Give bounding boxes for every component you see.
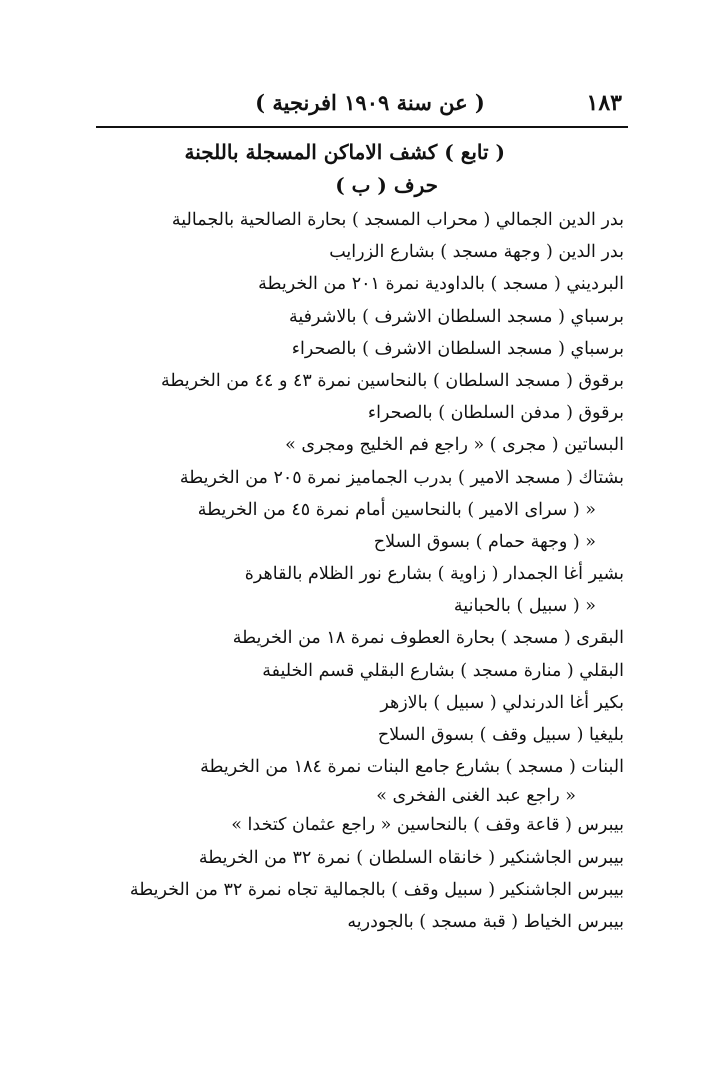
- list-item: برقوق ( مسجد السلطان ) بالنحاسين نمرة ٤٣ و ٤٤ من الخريطة: [160, 370, 624, 391]
- list-item: بيبرس الجاشنكير ( سبيل وقف ) بالجمالية تجاه نمرة ٣٢ من الخريطة: [129, 879, 624, 900]
- list-item: « ( وجهة حمام ) بسوق السلاح: [373, 531, 596, 552]
- list-item: « راجع عبد الغنى الفخرى »: [376, 786, 576, 807]
- page-number: ١٨٣: [586, 90, 622, 116]
- list-item: البساتين ( مجرى ) « راجع فم الخليج ومجرى »: [285, 435, 624, 456]
- list-item: البنات ( مسجد ) بشارع جامع البنات نمرة ١٨٤ من الخريطة: [200, 757, 624, 778]
- list-item: برقوق ( مدفن السلطان ) بالصحراء: [367, 403, 624, 424]
- letter-heading: حرف ( ب ): [335, 173, 438, 197]
- list-item: البرديني ( مسجد ) بالداودية نمرة ٢٠١ من الخريطة: [258, 274, 624, 295]
- section-title: ( تابع ) كشف الاماكن المسجلة باللجنة: [184, 140, 505, 164]
- entry-list: [84, 204, 624, 938]
- list-item: بشتاك ( مسجد الامير ) بدرب الجماميز نمرة ٢٠٥ من الخريطة: [179, 467, 624, 488]
- list-item: بشير أغا الجمدار ( زاوية ) بشارع نور الظلام بالقاهرة: [244, 564, 624, 585]
- list-item: بيبرس ( قاعة وقف ) بالنحاسين « راجع عثمان كتخدا »: [231, 815, 624, 836]
- list-item: بليغيا ( سبيل وقف ) بسوق السلاح: [377, 725, 624, 745]
- header-divider: [96, 126, 628, 128]
- list-item: برسباي ( مسجد السلطان الاشرف ) بالصحراء: [291, 338, 624, 359]
- list-item: بيبرس الجاشنكير ( خانقاه السلطان ) نمرة ٣٢ من الخريطة: [198, 847, 624, 868]
- list-item: برسباي ( مسجد السلطان الاشرف ) بالاشرفية: [289, 306, 624, 327]
- running-title: ( عن سنة ١٩٠٩ افرنجية ): [255, 90, 485, 115]
- list-item: « ( سبيل ) بالحبانية: [453, 596, 596, 617]
- list-item: بدر الدين الجمالي ( محراب المسجد ) بحارة الصالحية بالجمالية: [171, 210, 624, 230]
- list-item: البقلي ( منارة مسجد ) بشارع البقلي قسم الخليفة: [262, 660, 624, 681]
- list-item: البقرى ( مسجد ) بحارة العطوف نمرة ١٨ من الخريطة: [232, 628, 624, 649]
- list-item: « ( سراى الامير ) بالنحاسين أمام نمرة ٤٥ من الخريطة: [197, 499, 596, 520]
- list-item: بدر الدين ( وجهة مسجد ) بشارع الزرايب: [329, 242, 624, 263]
- list-item: بكير أغا الدرندلي ( سبيل ) بالازهر: [380, 692, 624, 713]
- list-item: بيبرس الخياط ( قبة مسجد ) بالجودريه: [347, 911, 624, 932]
